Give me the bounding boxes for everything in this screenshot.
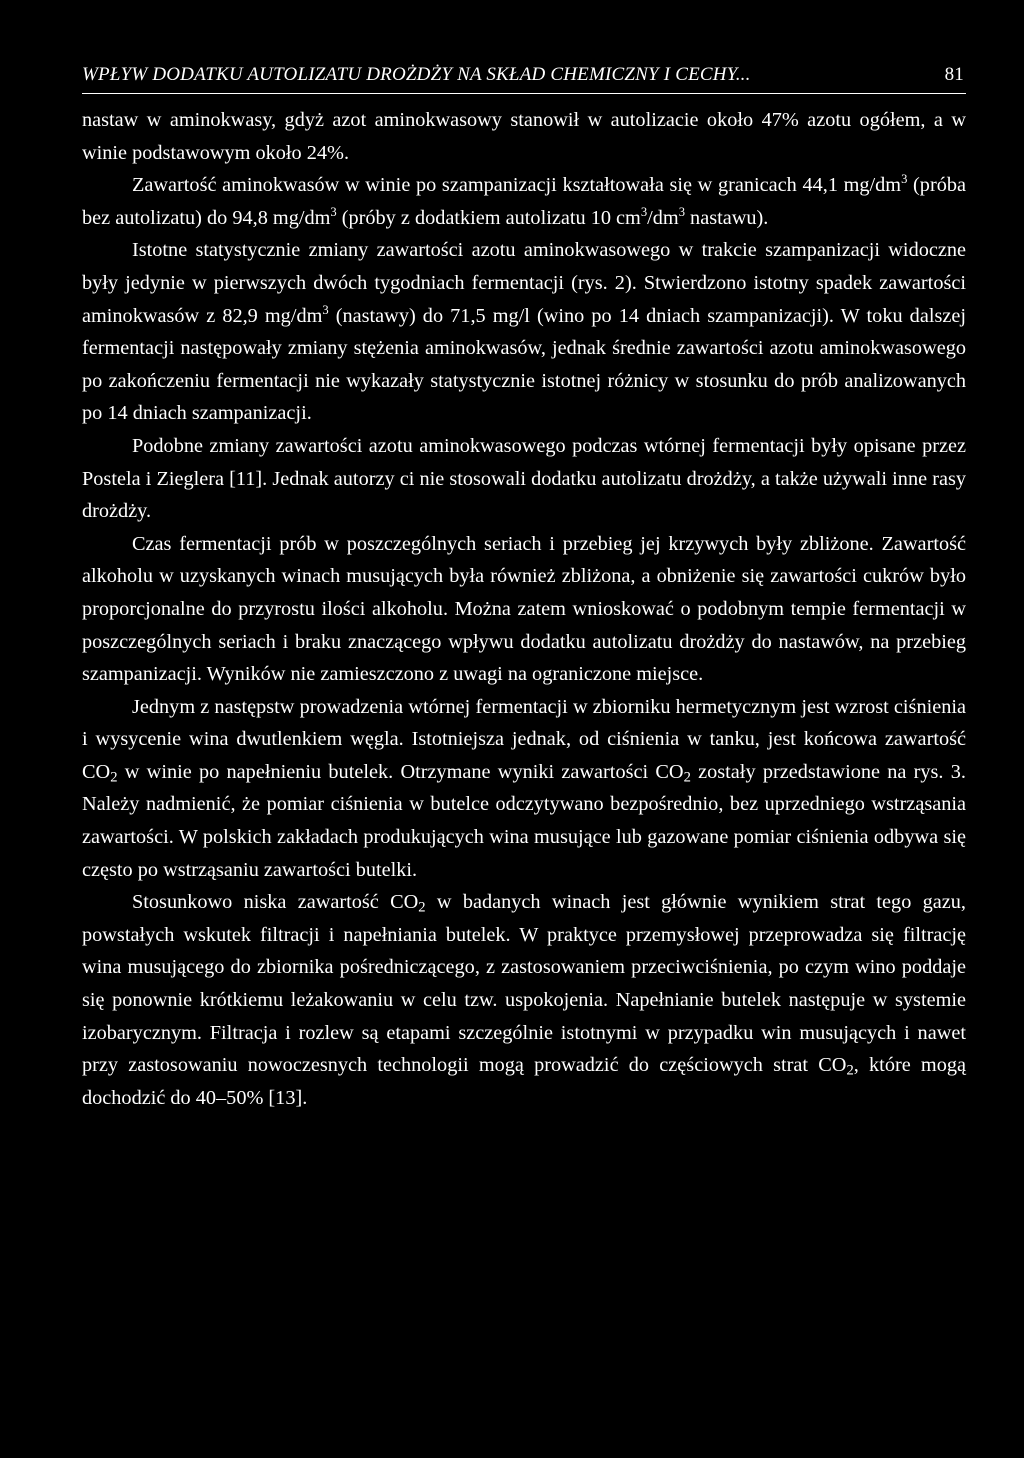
subscript: 2 bbox=[846, 1062, 854, 1079]
paragraph-7-text-c: , które mogą dochodzić do 40–50% [13]. bbox=[82, 1054, 966, 1109]
paragraph-4-text: Podobne zmiany zawartości azotu aminokwasowego podczas wtórnej fermentacji były opisane przez Postela i Zieglera [11]. Jednak autorzy ci nie stosowali dodatku autolizatu drożdży, a także używali inne rasy drożdży. bbox=[82, 434, 966, 523]
superscript: 3 bbox=[640, 204, 648, 219]
subscript: 2 bbox=[418, 899, 426, 916]
paragraph-3 bbox=[82, 234, 966, 430]
paragraph-5 bbox=[82, 528, 966, 691]
superscript: 3 bbox=[330, 204, 337, 219]
paragraph-2-text-a: Zawartość aminokwasów w winie po szampanizacji kształtowała się w granicach 44,1 mg/dm bbox=[132, 174, 902, 197]
paragraph-6 bbox=[82, 691, 966, 887]
paragraph-5-text: Czas fermentacji prób w poszczególnych seriach i przebieg jej krzywych były zbliżone. Zawartość alkoholu w uzyskanych winach musujących była również zbliżona, a obniżenie się zawartości cukrów było proporcjonalne do przyrostu ilości alkoholu. Można zatem wnioskować o podobnym tempie fermentacji w poszczególnych seriach i braku znaczącego wpływu dodatku autolizatu drożdży do nastawów, na przebieg szampanizacji. Wyników nie zamieszczono z uwagi na ograniczone miejsce. bbox=[82, 532, 966, 686]
paragraph-6-text-a: Jednym z następstw prowadzenia wtórnej fermentacji w zbiorniku hermetycznym jest wzrost ciśnienia i wysycenie wina dwutlenkiem węgla. Istotniejsza jednak, od ciśnienia w tanku, jest końcowa zawartość CO bbox=[82, 695, 966, 783]
paragraph-6-text-c: zostały przedstawione na rys. 3. Należy nadmienić, że pomiar ciśnienia w butelce odczytywano bezpośrednio, bez uprzedniego wstrząsania zawartości. W polskich zakładach produkujących wina musujące lub gazowane pomiar ciśnienia odbywa się często po wstrząsaniu zawartości butelki. bbox=[82, 760, 966, 881]
superscript: 3 bbox=[678, 204, 685, 219]
paragraph-1 bbox=[82, 104, 966, 169]
journal-page bbox=[82, 64, 966, 1114]
paragraph-3-text-a: Istotne statystycznie zmiany zawartości azotu aminokwasowego w trakcie szampanizacji widoczne były jedynie w pierwszych dwóch tygodniach fermentacji (rys. 2). Stwierdzono istotny spadek zawartości aminokwasów z 82,9 mg/dm bbox=[82, 239, 966, 327]
running-title: WPŁYW DODATKU AUTOLIZATU DROŻDŻY NA SKŁAD CHEMICZNY I CECHY... bbox=[82, 64, 751, 85]
paragraph-4 bbox=[82, 430, 966, 528]
paragraph-1-text: nastaw w aminokwasy, gdyż azot aminokwasowy stanowił w autolizacie około 47% azotu ogółem, a w winie podstawowym około 24%. bbox=[82, 109, 966, 164]
paragraph-2-text-d: /dm bbox=[647, 206, 679, 229]
paragraph-2 bbox=[82, 169, 966, 234]
page-number: 81 bbox=[944, 64, 964, 85]
subscript: 2 bbox=[683, 769, 691, 786]
paragraph-2-text-c: (próby z dodatkiem autolizatu 10 cm bbox=[336, 206, 641, 229]
paragraph-3-text-b: (nastawy) do 71,5 mg/l (wino po 14 dniach szampanizacji). W toku dalszej fermentacji następowały zmiany stężenia aminokwasów, jednak średnie zawartości azotu aminokwasowego po zakończeniu fermentacji nie wykazały statystycznie istotnej różnicy w stosunku do prób analizowanych po 14 dniach szampanizacji. bbox=[82, 304, 966, 425]
paragraph-6-text-b: w winie po napełnieniu butelek. Otrzymane wyniki zawartości CO bbox=[117, 760, 684, 783]
paragraph-7-text-b: w badanych winach jest głównie wynikiem strat tego gazu, powstałych wskutek filtracji i napełniania butelek. W praktyce przemysłowej przeprowadza się filtrację wina musującego do zbiornika pośredniczącego, z zastosowaniem przeciwciśnienia, po czym wino poddaje się ponownie krótkiemu leżakowaniu w celu tzw. uspokojenia. Napełnianie butelek następuje w systemie izobarycznym. Filtracja i rozlew są etapami szczególnie istotnymi w przypadku win musujących i nawet przy zastosowaniu nowoczesnych technologii mogą prowadzić do częściowych strat CO bbox=[82, 891, 966, 1077]
article-body bbox=[82, 104, 966, 1114]
paragraph-7 bbox=[82, 886, 966, 1114]
paragraph-7-text-a: Stosunkowo niska zawartość CO bbox=[132, 891, 419, 914]
superscript: 3 bbox=[322, 302, 329, 317]
subscript: 2 bbox=[110, 769, 118, 786]
running-header bbox=[82, 64, 966, 94]
superscript: 3 bbox=[901, 172, 908, 187]
paragraph-2-text-e: nastawu). bbox=[684, 206, 769, 229]
paragraph-2-text-b: (próba bez autolizatu) do 94,8 mg/dm bbox=[82, 174, 966, 229]
